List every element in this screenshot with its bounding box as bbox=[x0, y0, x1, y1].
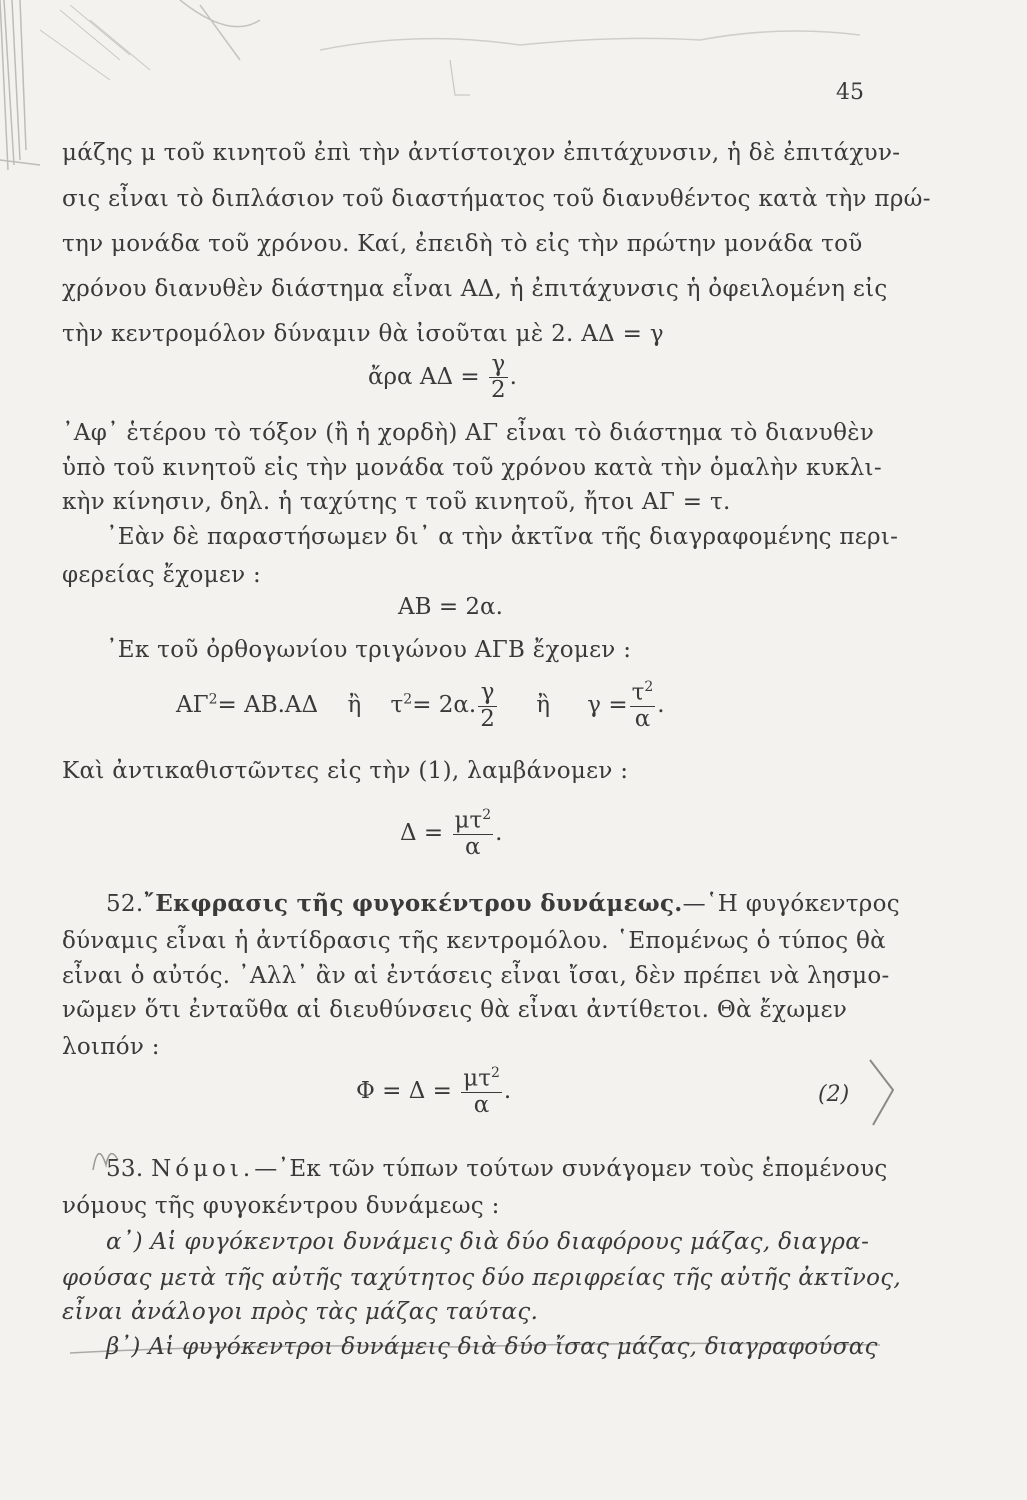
text-line: δύναμις εἶναι ἡ ἀντίδρασις τῆς κεντρομόλου. ῾Επομένως ὁ τύπος θὰ bbox=[62, 928, 886, 954]
section-text: ῾Η φυγόκεντρος bbox=[705, 891, 900, 917]
equation-text: ΑΓ bbox=[176, 692, 209, 719]
superscript: 2 bbox=[490, 1065, 500, 1081]
text-line: νόμους τῆς φυγοκέντρου δυνάμεως : bbox=[62, 1193, 500, 1219]
equation-ab: ΑΒ = 2α. bbox=[398, 594, 503, 620]
equation-text: ἢ bbox=[536, 692, 550, 719]
fraction-denominator: α bbox=[473, 1091, 490, 1118]
equation-text: ἢ bbox=[347, 692, 362, 719]
fraction-denominator: 2 bbox=[491, 377, 506, 404]
section-text: ᾿Εκ τῶν τύπων τούτων συνάγομεν τοὺς ἑπομένους bbox=[277, 1156, 888, 1182]
text-line: τὴν κεντρομόλον δύναμιν θὰ ἰσοῦται μὲ 2. ΑΔ = γ bbox=[62, 321, 664, 347]
text-line: κὴν κίνησιν, δηλ. ἡ ταχύτης τ τοῦ κινητοῦ, ἤτοι ΑΓ = τ. bbox=[62, 489, 731, 515]
text-line: ᾿Αφ᾿ ἑτέρου τὸ τόξον (ἢ ἡ χορδὴ) ΑΓ εἶναι τὸ διάστημα τὸ διανυθὲν bbox=[62, 420, 875, 446]
superscript: 2 bbox=[403, 691, 413, 708]
law-a-line: α᾿) Αἱ φυγόκεντροι δυνάμεις διὰ δύο διαφόρους μάζας, διαγρα- bbox=[106, 1229, 870, 1255]
fraction-numerator: μτ bbox=[463, 1065, 491, 1092]
fraction bbox=[630, 680, 656, 732]
fraction-denominator: α bbox=[465, 833, 481, 860]
fraction-denominator: α bbox=[634, 705, 651, 732]
superscript: 2 bbox=[482, 807, 492, 823]
equation-text: Δ = bbox=[400, 820, 444, 847]
section-number: 53. bbox=[106, 1156, 144, 1182]
equation-phi bbox=[356, 1066, 511, 1118]
equation-text: Φ = Δ = bbox=[356, 1078, 452, 1105]
text-line: ὑπὸ τοῦ κινητοῦ εἰς τὴν μονάδα τοῦ χρόνου κατὰ τὴν ὁμαλὴν κυκλι- bbox=[62, 455, 882, 481]
equation-text: γ = bbox=[587, 692, 628, 719]
equation-text: . bbox=[657, 692, 665, 719]
text-line: εἶναι ὁ αὐτός. ᾿Αλλ᾿ ἂν αἱ ἐντάσεις εἶναι ἴσαι, δὲν πρέπει νὰ λησμο- bbox=[62, 963, 890, 989]
section-number: 52. bbox=[106, 891, 144, 917]
equation-number: (2) bbox=[818, 1082, 850, 1107]
dash: — bbox=[254, 1156, 278, 1182]
text-line: φερείας ἔχομεν : bbox=[62, 562, 262, 588]
text-line: ᾿Εκ τοῦ ὀρθογωνίου τριγώνου ΑΓΒ ἔχομεν : bbox=[106, 637, 632, 663]
equation-text: = 2α. bbox=[412, 692, 477, 719]
equation-ara bbox=[368, 352, 517, 404]
law-b-line: β᾿) Αἱ φυγόκεντροι δυνάμεις διὰ δύο ἴσας μάζας, διαγραφούσας bbox=[106, 1334, 878, 1360]
text-line: σις εἶναι τὸ διπλάσιον τοῦ διαστήματος τοῦ διανυθέντος κατὰ τὴν πρώ- bbox=[62, 186, 931, 212]
section-52-heading bbox=[106, 890, 900, 917]
text-line: Καὶ ἀντικαθιστῶντες εἰς τὴν (1), λαμβάνομεν : bbox=[62, 758, 629, 784]
section-53-heading bbox=[106, 1156, 888, 1182]
text-line: χρόνου διανυθὲν διάστημα εἶναι ΑΔ, ἡ ἐπιτάχυνσις ἡ ὀφειλομένη εἰς bbox=[62, 276, 888, 302]
superscript: 2 bbox=[208, 691, 218, 708]
fraction bbox=[453, 808, 494, 860]
fraction-numerator: μτ bbox=[454, 807, 483, 834]
pencil-bracket-icon bbox=[865, 1055, 905, 1135]
equation-agamma bbox=[176, 680, 665, 732]
text-line: μάζης μ τοῦ κινητοῦ ἐπὶ τὴν ἀντίστοιχον ἐπιτάχυνσιν, ἡ δὲ ἐπιτάχυν- bbox=[62, 140, 901, 166]
equation-text: . bbox=[503, 1078, 512, 1105]
equation-text: τ bbox=[390, 692, 404, 719]
law-a-line: φούσας μετὰ τῆς αὐτῆς ταχύτητος δύο περιφρείας τῆς αὐτῆς ἀκτῖνος, bbox=[62, 1265, 902, 1291]
fraction bbox=[489, 352, 508, 404]
text-line: την μονάδα τοῦ χρόνου. Καί, ἐπειδὴ τὸ εἰς τὴν πρώτην μονάδα τοῦ bbox=[62, 231, 863, 257]
fraction bbox=[478, 680, 497, 732]
fraction bbox=[461, 1066, 502, 1118]
equation-text: . bbox=[495, 820, 503, 847]
fraction-numerator: τ bbox=[631, 679, 645, 706]
law-a-line: εἶναι ἀνάλογοι πρὸς τὰς μάζας ταύτας. bbox=[62, 1299, 539, 1325]
fraction-numerator: γ bbox=[489, 352, 508, 378]
dash: — bbox=[682, 891, 706, 917]
equation-text: . bbox=[509, 363, 517, 390]
text-line: ᾿Εὰν δὲ παραστήσωμεν δι᾿ α τὴν ἀκτῖνα τῆς διαγραφομένης περι- bbox=[106, 524, 899, 550]
section-title: ῎Εκφρασις τῆς φυγοκέντρου δυνάμεως. bbox=[143, 890, 683, 917]
fraction-denominator: 2 bbox=[480, 705, 495, 732]
equation-text: = ΑΒ.ΑΔ bbox=[217, 692, 319, 719]
equation-delta bbox=[400, 808, 502, 860]
page-number: 45 bbox=[836, 80, 864, 105]
section-title: Νόμοι. bbox=[151, 1156, 255, 1182]
equation-text: ἄρα ΑΔ = bbox=[368, 363, 480, 390]
text-line: νῶμεν ὅτι ἐνταῦθα αἱ διευθύνσεις θὰ εἶναι ἀντίθετοι. Θὰ ἔχωμεν bbox=[62, 997, 848, 1023]
fraction-numerator: γ bbox=[478, 680, 497, 706]
text-line: λοιπόν : bbox=[62, 1034, 160, 1060]
superscript: 2 bbox=[644, 679, 654, 695]
